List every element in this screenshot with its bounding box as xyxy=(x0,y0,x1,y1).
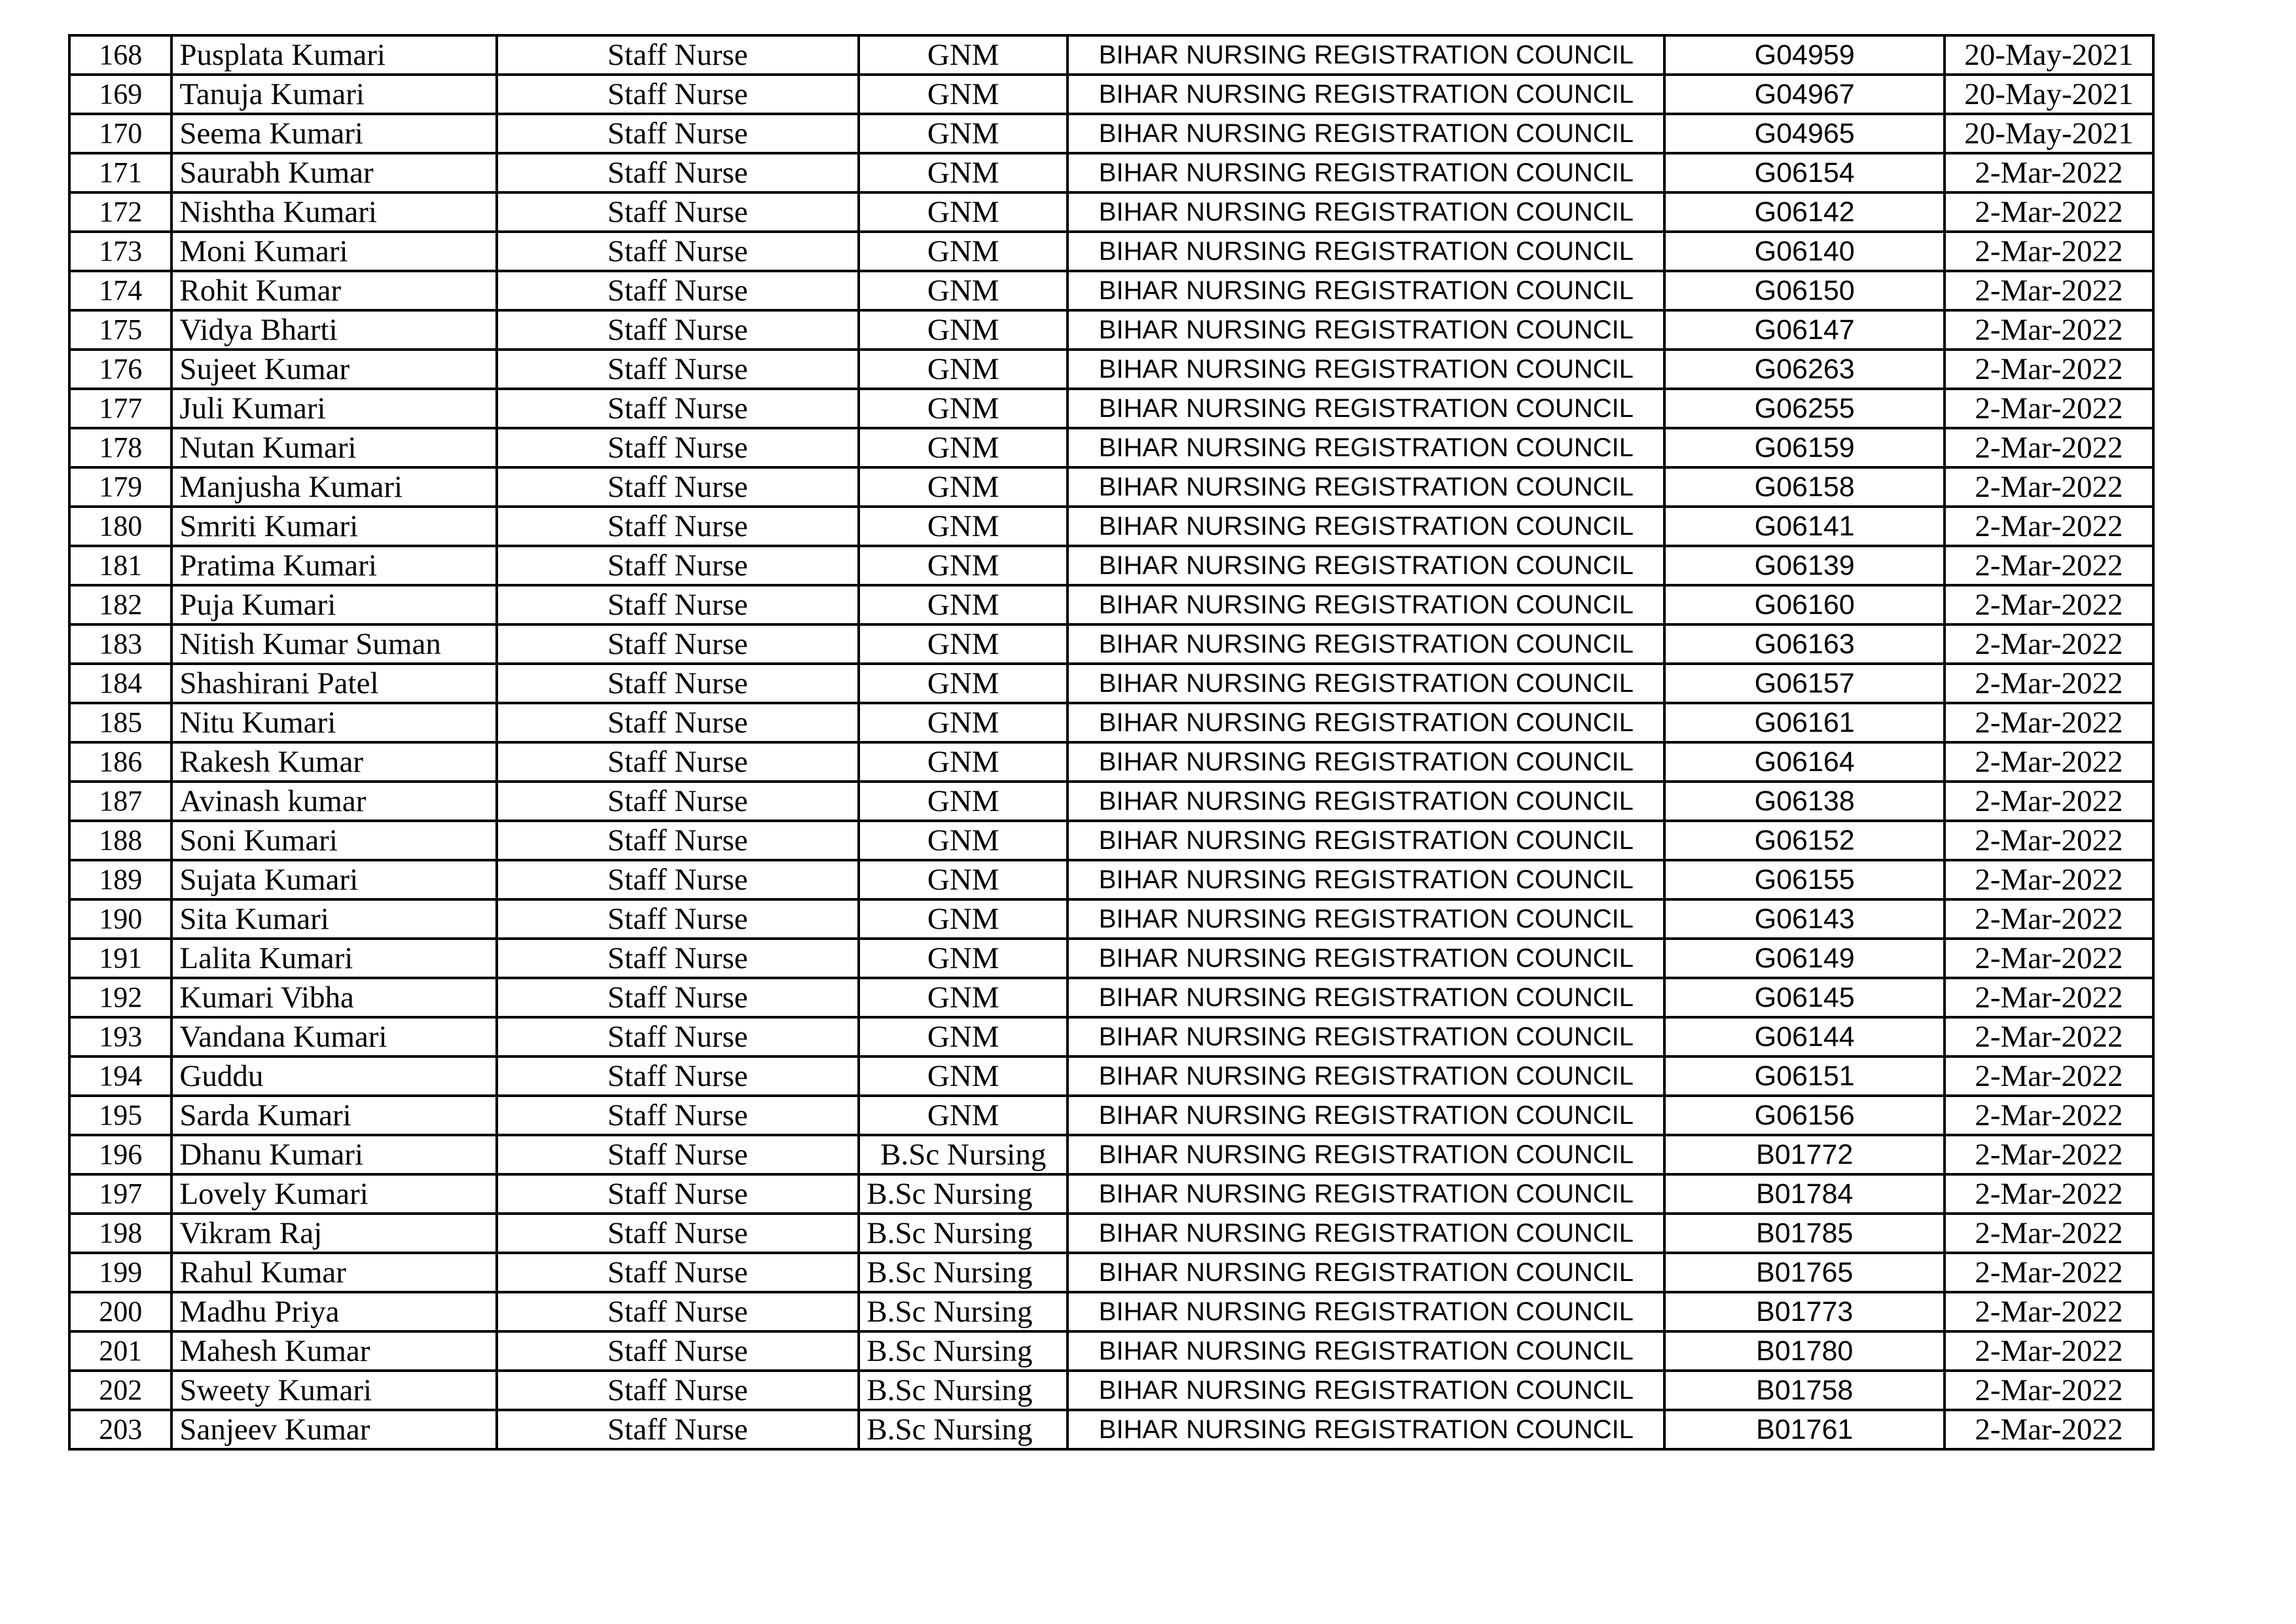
qualification-cell: GNM xyxy=(859,192,1067,232)
table-row xyxy=(69,310,2153,350)
registration-number-cell: G06161 xyxy=(1664,703,1944,742)
designation-cell: Staff Nurse xyxy=(497,742,859,782)
council-cell: BIHAR NURSING REGISTRATION COUNCIL xyxy=(1067,232,1664,271)
name-cell: Kumari Vibha xyxy=(171,978,496,1017)
council-cell: BIHAR NURSING REGISTRATION COUNCIL xyxy=(1067,1135,1664,1174)
name-cell: Saurabh Kumar xyxy=(171,153,496,192)
date-cell: 2-Mar-2022 xyxy=(1945,1135,2153,1174)
name-cell: Nitish Kumar Suman xyxy=(171,624,496,664)
qualification-cell: B.Sc Nursing xyxy=(859,1174,1067,1214)
table-row xyxy=(69,1174,2153,1214)
registration-number-cell: G06145 xyxy=(1664,978,1944,1017)
table-row xyxy=(69,1331,2153,1371)
name-cell: Soni Kumari xyxy=(171,821,496,860)
date-cell: 2-Mar-2022 xyxy=(1945,742,2153,782)
date-cell: 2-Mar-2022 xyxy=(1945,978,2153,1017)
designation-cell: Staff Nurse xyxy=(497,428,859,467)
date-cell: 2-Mar-2022 xyxy=(1945,428,2153,467)
serial-number-cell: 191 xyxy=(69,939,171,978)
serial-number-cell: 179 xyxy=(69,467,171,507)
registration-number-cell: G06255 xyxy=(1664,389,1944,428)
serial-number-cell: 195 xyxy=(69,1096,171,1135)
designation-cell: Staff Nurse xyxy=(497,782,859,821)
table-row xyxy=(69,1253,2153,1292)
date-cell: 2-Mar-2022 xyxy=(1945,1371,2153,1410)
qualification-cell: GNM xyxy=(859,939,1067,978)
registration-number-cell: B01772 xyxy=(1664,1135,1944,1174)
serial-number-cell: 177 xyxy=(69,389,171,428)
name-cell: Pusplata Kumari xyxy=(171,35,496,75)
name-cell: Nishtha Kumari xyxy=(171,192,496,232)
name-cell: Shashirani Patel xyxy=(171,664,496,703)
designation-cell: Staff Nurse xyxy=(497,1253,859,1292)
date-cell: 2-Mar-2022 xyxy=(1945,899,2153,939)
nurse-register-table xyxy=(68,34,2155,1451)
qualification-cell: GNM xyxy=(859,899,1067,939)
serial-number-cell: 173 xyxy=(69,232,171,271)
name-cell: Nitu Kumari xyxy=(171,703,496,742)
designation-cell: Staff Nurse xyxy=(497,546,859,585)
serial-number-cell: 183 xyxy=(69,624,171,664)
serial-number-cell: 184 xyxy=(69,664,171,703)
table-row xyxy=(69,1096,2153,1135)
council-cell: BIHAR NURSING REGISTRATION COUNCIL xyxy=(1067,978,1664,1017)
serial-number-cell: 174 xyxy=(69,271,171,310)
name-cell: Smriti Kumari xyxy=(171,507,496,546)
designation-cell: Staff Nurse xyxy=(497,1174,859,1214)
registration-number-cell: G04965 xyxy=(1664,114,1944,153)
registration-number-cell: G06160 xyxy=(1664,585,1944,624)
serial-number-cell: 172 xyxy=(69,192,171,232)
table-row xyxy=(69,624,2153,664)
designation-cell: Staff Nurse xyxy=(497,75,859,114)
designation-cell: Staff Nurse xyxy=(497,1135,859,1174)
date-cell: 2-Mar-2022 xyxy=(1945,389,2153,428)
designation-cell: Staff Nurse xyxy=(497,1331,859,1371)
registration-number-cell: B01785 xyxy=(1664,1214,1944,1253)
qualification-cell: GNM xyxy=(859,389,1067,428)
table-row xyxy=(69,1371,2153,1410)
name-cell: Sanjeev Kumar xyxy=(171,1410,496,1449)
name-cell: Avinash kumar xyxy=(171,782,496,821)
registration-number-cell: G06157 xyxy=(1664,664,1944,703)
table-row xyxy=(69,192,2153,232)
council-cell: BIHAR NURSING REGISTRATION COUNCIL xyxy=(1067,821,1664,860)
name-cell: Puja Kumari xyxy=(171,585,496,624)
designation-cell: Staff Nurse xyxy=(497,624,859,664)
table-row xyxy=(69,1017,2153,1056)
name-cell: Tanuja Kumari xyxy=(171,75,496,114)
date-cell: 2-Mar-2022 xyxy=(1945,664,2153,703)
designation-cell: Staff Nurse xyxy=(497,860,859,899)
table-row xyxy=(69,585,2153,624)
qualification-cell: GNM xyxy=(859,585,1067,624)
council-cell: BIHAR NURSING REGISTRATION COUNCIL xyxy=(1067,1017,1664,1056)
designation-cell: Staff Nurse xyxy=(497,821,859,860)
council-cell: BIHAR NURSING REGISTRATION COUNCIL xyxy=(1067,860,1664,899)
table-row xyxy=(69,703,2153,742)
designation-cell: Staff Nurse xyxy=(497,664,859,703)
qualification-cell: B.Sc Nursing xyxy=(859,1292,1067,1331)
date-cell: 2-Mar-2022 xyxy=(1945,782,2153,821)
council-cell: BIHAR NURSING REGISTRATION COUNCIL xyxy=(1067,939,1664,978)
registration-number-cell: G06159 xyxy=(1664,428,1944,467)
registration-number-cell: G06149 xyxy=(1664,939,1944,978)
table-row xyxy=(69,899,2153,939)
name-cell: Guddu xyxy=(171,1056,496,1096)
qualification-cell: B.Sc Nursing xyxy=(859,1214,1067,1253)
registration-number-cell: G06164 xyxy=(1664,742,1944,782)
designation-cell: Staff Nurse xyxy=(497,35,859,75)
serial-number-cell: 187 xyxy=(69,782,171,821)
name-cell: Seema Kumari xyxy=(171,114,496,153)
date-cell: 2-Mar-2022 xyxy=(1945,192,2153,232)
date-cell: 2-Mar-2022 xyxy=(1945,1410,2153,1449)
name-cell: Rahul Kumar xyxy=(171,1253,496,1292)
table-row xyxy=(69,467,2153,507)
table-row xyxy=(69,860,2153,899)
designation-cell: Staff Nurse xyxy=(497,1410,859,1449)
date-cell: 2-Mar-2022 xyxy=(1945,821,2153,860)
date-cell: 2-Mar-2022 xyxy=(1945,1253,2153,1292)
serial-number-cell: 196 xyxy=(69,1135,171,1174)
name-cell: Juli Kumari xyxy=(171,389,496,428)
serial-number-cell: 199 xyxy=(69,1253,171,1292)
table-row xyxy=(69,75,2153,114)
serial-number-cell: 171 xyxy=(69,153,171,192)
council-cell: BIHAR NURSING REGISTRATION COUNCIL xyxy=(1067,664,1664,703)
council-cell: BIHAR NURSING REGISTRATION COUNCIL xyxy=(1067,350,1664,389)
register-body xyxy=(69,35,2153,1449)
serial-number-cell: 192 xyxy=(69,978,171,1017)
table-row xyxy=(69,271,2153,310)
serial-number-cell: 176 xyxy=(69,350,171,389)
table-row xyxy=(69,821,2153,860)
serial-number-cell: 169 xyxy=(69,75,171,114)
table-row xyxy=(69,350,2153,389)
table-row xyxy=(69,1135,2153,1174)
date-cell: 2-Mar-2022 xyxy=(1945,1056,2153,1096)
designation-cell: Staff Nurse xyxy=(497,939,859,978)
name-cell: Pratima Kumari xyxy=(171,546,496,585)
council-cell: BIHAR NURSING REGISTRATION COUNCIL xyxy=(1067,1214,1664,1253)
council-cell: BIHAR NURSING REGISTRATION COUNCIL xyxy=(1067,742,1664,782)
registration-number-cell: B01784 xyxy=(1664,1174,1944,1214)
serial-number-cell: 181 xyxy=(69,546,171,585)
designation-cell: Staff Nurse xyxy=(497,232,859,271)
registration-number-cell: B01773 xyxy=(1664,1292,1944,1331)
designation-cell: Staff Nurse xyxy=(497,1096,859,1135)
serial-number-cell: 182 xyxy=(69,585,171,624)
date-cell: 2-Mar-2022 xyxy=(1945,1096,2153,1135)
council-cell: BIHAR NURSING REGISTRATION COUNCIL xyxy=(1067,507,1664,546)
serial-number-cell: 175 xyxy=(69,310,171,350)
serial-number-cell: 185 xyxy=(69,703,171,742)
date-cell: 20-May-2021 xyxy=(1945,114,2153,153)
designation-cell: Staff Nurse xyxy=(497,114,859,153)
qualification-cell: GNM xyxy=(859,782,1067,821)
table-row xyxy=(69,232,2153,271)
qualification-cell: GNM xyxy=(859,507,1067,546)
qualification-cell: GNM xyxy=(859,35,1067,75)
date-cell: 20-May-2021 xyxy=(1945,35,2153,75)
council-cell: BIHAR NURSING REGISTRATION COUNCIL xyxy=(1067,624,1664,664)
council-cell: BIHAR NURSING REGISTRATION COUNCIL xyxy=(1067,271,1664,310)
council-cell: BIHAR NURSING REGISTRATION COUNCIL xyxy=(1067,192,1664,232)
registration-number-cell: G06141 xyxy=(1664,507,1944,546)
date-cell: 2-Mar-2022 xyxy=(1945,1331,2153,1371)
council-cell: BIHAR NURSING REGISTRATION COUNCIL xyxy=(1067,35,1664,75)
qualification-cell: B.Sc Nursing xyxy=(859,1410,1067,1449)
council-cell: BIHAR NURSING REGISTRATION COUNCIL xyxy=(1067,114,1664,153)
designation-cell: Staff Nurse xyxy=(497,1371,859,1410)
registration-number-cell: G06138 xyxy=(1664,782,1944,821)
designation-cell: Staff Nurse xyxy=(497,310,859,350)
date-cell: 2-Mar-2022 xyxy=(1945,1174,2153,1214)
qualification-cell: B.Sc Nursing xyxy=(859,1135,1067,1174)
qualification-cell: GNM xyxy=(859,232,1067,271)
name-cell: Sujata Kumari xyxy=(171,860,496,899)
serial-number-cell: 168 xyxy=(69,35,171,75)
table-row xyxy=(69,1214,2153,1253)
qualification-cell: GNM xyxy=(859,75,1067,114)
name-cell: Vikram Raj xyxy=(171,1214,496,1253)
registration-number-cell: G04967 xyxy=(1664,75,1944,114)
serial-number-cell: 188 xyxy=(69,821,171,860)
table-row xyxy=(69,939,2153,978)
registration-number-cell: G06263 xyxy=(1664,350,1944,389)
registration-number-cell: B01765 xyxy=(1664,1253,1944,1292)
registration-number-cell: G06154 xyxy=(1664,153,1944,192)
serial-number-cell: 180 xyxy=(69,507,171,546)
name-cell: Mahesh Kumar xyxy=(171,1331,496,1371)
council-cell: BIHAR NURSING REGISTRATION COUNCIL xyxy=(1067,1056,1664,1096)
name-cell: Sarda Kumari xyxy=(171,1096,496,1135)
table-row xyxy=(69,428,2153,467)
qualification-cell: GNM xyxy=(859,153,1067,192)
name-cell: Rakesh Kumar xyxy=(171,742,496,782)
qualification-cell: GNM xyxy=(859,703,1067,742)
designation-cell: Staff Nurse xyxy=(497,350,859,389)
registration-number-cell: G06144 xyxy=(1664,1017,1944,1056)
serial-number-cell: 193 xyxy=(69,1017,171,1056)
date-cell: 2-Mar-2022 xyxy=(1945,1292,2153,1331)
qualification-cell: GNM xyxy=(859,350,1067,389)
designation-cell: Staff Nurse xyxy=(497,1056,859,1096)
date-cell: 2-Mar-2022 xyxy=(1945,585,2153,624)
date-cell: 2-Mar-2022 xyxy=(1945,703,2153,742)
date-cell: 2-Mar-2022 xyxy=(1945,232,2153,271)
name-cell: Vidya Bharti xyxy=(171,310,496,350)
registration-number-cell: G06150 xyxy=(1664,271,1944,310)
name-cell: Sweety Kumari xyxy=(171,1371,496,1410)
council-cell: BIHAR NURSING REGISTRATION COUNCIL xyxy=(1067,703,1664,742)
designation-cell: Staff Nurse xyxy=(497,978,859,1017)
designation-cell: Staff Nurse xyxy=(497,703,859,742)
council-cell: BIHAR NURSING REGISTRATION COUNCIL xyxy=(1067,546,1664,585)
qualification-cell: B.Sc Nursing xyxy=(859,1331,1067,1371)
date-cell: 2-Mar-2022 xyxy=(1945,310,2153,350)
designation-cell: Staff Nurse xyxy=(497,1292,859,1331)
council-cell: BIHAR NURSING REGISTRATION COUNCIL xyxy=(1067,153,1664,192)
registration-number-cell: G06139 xyxy=(1664,546,1944,585)
name-cell: Sita Kumari xyxy=(171,899,496,939)
name-cell: Lalita Kumari xyxy=(171,939,496,978)
qualification-cell: GNM xyxy=(859,114,1067,153)
registration-number-cell: G06147 xyxy=(1664,310,1944,350)
council-cell: BIHAR NURSING REGISTRATION COUNCIL xyxy=(1067,585,1664,624)
date-cell: 2-Mar-2022 xyxy=(1945,860,2153,899)
qualification-cell: B.Sc Nursing xyxy=(859,1253,1067,1292)
table-row xyxy=(69,1056,2153,1096)
name-cell: Moni Kumari xyxy=(171,232,496,271)
qualification-cell: GNM xyxy=(859,1096,1067,1135)
table-row xyxy=(69,153,2153,192)
registration-number-cell: G06152 xyxy=(1664,821,1944,860)
registration-number-cell: B01780 xyxy=(1664,1331,1944,1371)
qualification-cell: GNM xyxy=(859,664,1067,703)
qualification-cell: B.Sc Nursing xyxy=(859,1371,1067,1410)
designation-cell: Staff Nurse xyxy=(497,899,859,939)
council-cell: BIHAR NURSING REGISTRATION COUNCIL xyxy=(1067,1331,1664,1371)
qualification-cell: GNM xyxy=(859,978,1067,1017)
table-row xyxy=(69,1292,2153,1331)
registration-number-cell: G06140 xyxy=(1664,232,1944,271)
table-row xyxy=(69,546,2153,585)
serial-number-cell: 198 xyxy=(69,1214,171,1253)
registration-number-cell: G04959 xyxy=(1664,35,1944,75)
council-cell: BIHAR NURSING REGISTRATION COUNCIL xyxy=(1067,1371,1664,1410)
register-sheet xyxy=(68,34,2155,1451)
serial-number-cell: 194 xyxy=(69,1056,171,1096)
serial-number-cell: 189 xyxy=(69,860,171,899)
table-row xyxy=(69,389,2153,428)
qualification-cell: GNM xyxy=(859,1017,1067,1056)
qualification-cell: GNM xyxy=(859,624,1067,664)
table-row xyxy=(69,114,2153,153)
council-cell: BIHAR NURSING REGISTRATION COUNCIL xyxy=(1067,428,1664,467)
designation-cell: Staff Nurse xyxy=(497,271,859,310)
registration-number-cell: G06151 xyxy=(1664,1056,1944,1096)
name-cell: Dhanu Kumari xyxy=(171,1135,496,1174)
name-cell: Manjusha Kumari xyxy=(171,467,496,507)
serial-number-cell: 190 xyxy=(69,899,171,939)
serial-number-cell: 200 xyxy=(69,1292,171,1331)
council-cell: BIHAR NURSING REGISTRATION COUNCIL xyxy=(1067,1410,1664,1449)
date-cell: 2-Mar-2022 xyxy=(1945,624,2153,664)
registration-number-cell: B01758 xyxy=(1664,1371,1944,1410)
date-cell: 2-Mar-2022 xyxy=(1945,1017,2153,1056)
designation-cell: Staff Nurse xyxy=(497,585,859,624)
date-cell: 2-Mar-2022 xyxy=(1945,1214,2153,1253)
serial-number-cell: 201 xyxy=(69,1331,171,1371)
designation-cell: Staff Nurse xyxy=(497,1017,859,1056)
designation-cell: Staff Nurse xyxy=(497,192,859,232)
council-cell: BIHAR NURSING REGISTRATION COUNCIL xyxy=(1067,1174,1664,1214)
serial-number-cell: 186 xyxy=(69,742,171,782)
registration-number-cell: G06142 xyxy=(1664,192,1944,232)
table-row xyxy=(69,742,2153,782)
registration-number-cell: G06155 xyxy=(1664,860,1944,899)
council-cell: BIHAR NURSING REGISTRATION COUNCIL xyxy=(1067,782,1664,821)
name-cell: Vandana Kumari xyxy=(171,1017,496,1056)
council-cell: BIHAR NURSING REGISTRATION COUNCIL xyxy=(1067,75,1664,114)
qualification-cell: GNM xyxy=(859,467,1067,507)
designation-cell: Staff Nurse xyxy=(497,467,859,507)
name-cell: Lovely Kumari xyxy=(171,1174,496,1214)
date-cell: 2-Mar-2022 xyxy=(1945,467,2153,507)
council-cell: BIHAR NURSING REGISTRATION COUNCIL xyxy=(1067,899,1664,939)
date-cell: 2-Mar-2022 xyxy=(1945,939,2153,978)
date-cell: 2-Mar-2022 xyxy=(1945,271,2153,310)
serial-number-cell: 178 xyxy=(69,428,171,467)
date-cell: 20-May-2021 xyxy=(1945,75,2153,114)
serial-number-cell: 202 xyxy=(69,1371,171,1410)
council-cell: BIHAR NURSING REGISTRATION COUNCIL xyxy=(1067,1253,1664,1292)
table-row xyxy=(69,664,2153,703)
council-cell: BIHAR NURSING REGISTRATION COUNCIL xyxy=(1067,467,1664,507)
serial-number-cell: 203 xyxy=(69,1410,171,1449)
table-row xyxy=(69,782,2153,821)
name-cell: Nutan Kumari xyxy=(171,428,496,467)
qualification-cell: GNM xyxy=(859,860,1067,899)
designation-cell: Staff Nurse xyxy=(497,1214,859,1253)
council-cell: BIHAR NURSING REGISTRATION COUNCIL xyxy=(1067,1292,1664,1331)
date-cell: 2-Mar-2022 xyxy=(1945,546,2153,585)
qualification-cell: GNM xyxy=(859,271,1067,310)
table-row xyxy=(69,35,2153,75)
qualification-cell: GNM xyxy=(859,1056,1067,1096)
designation-cell: Staff Nurse xyxy=(497,153,859,192)
council-cell: BIHAR NURSING REGISTRATION COUNCIL xyxy=(1067,310,1664,350)
date-cell: 2-Mar-2022 xyxy=(1945,153,2153,192)
table-row xyxy=(69,978,2153,1017)
council-cell: BIHAR NURSING REGISTRATION COUNCIL xyxy=(1067,389,1664,428)
qualification-cell: GNM xyxy=(859,546,1067,585)
designation-cell: Staff Nurse xyxy=(497,389,859,428)
registration-number-cell: G06156 xyxy=(1664,1096,1944,1135)
registration-number-cell: B01761 xyxy=(1664,1410,1944,1449)
name-cell: Sujeet Kumar xyxy=(171,350,496,389)
qualification-cell: GNM xyxy=(859,821,1067,860)
table-row xyxy=(69,507,2153,546)
designation-cell: Staff Nurse xyxy=(497,507,859,546)
registration-number-cell: G06158 xyxy=(1664,467,1944,507)
qualification-cell: GNM xyxy=(859,428,1067,467)
name-cell: Rohit Kumar xyxy=(171,271,496,310)
name-cell: Madhu Priya xyxy=(171,1292,496,1331)
registration-number-cell: G06163 xyxy=(1664,624,1944,664)
qualification-cell: GNM xyxy=(859,742,1067,782)
table-row xyxy=(69,1410,2153,1449)
date-cell: 2-Mar-2022 xyxy=(1945,507,2153,546)
serial-number-cell: 170 xyxy=(69,114,171,153)
registration-number-cell: G06143 xyxy=(1664,899,1944,939)
council-cell: BIHAR NURSING REGISTRATION COUNCIL xyxy=(1067,1096,1664,1135)
qualification-cell: GNM xyxy=(859,310,1067,350)
serial-number-cell: 197 xyxy=(69,1174,171,1214)
date-cell: 2-Mar-2022 xyxy=(1945,350,2153,389)
